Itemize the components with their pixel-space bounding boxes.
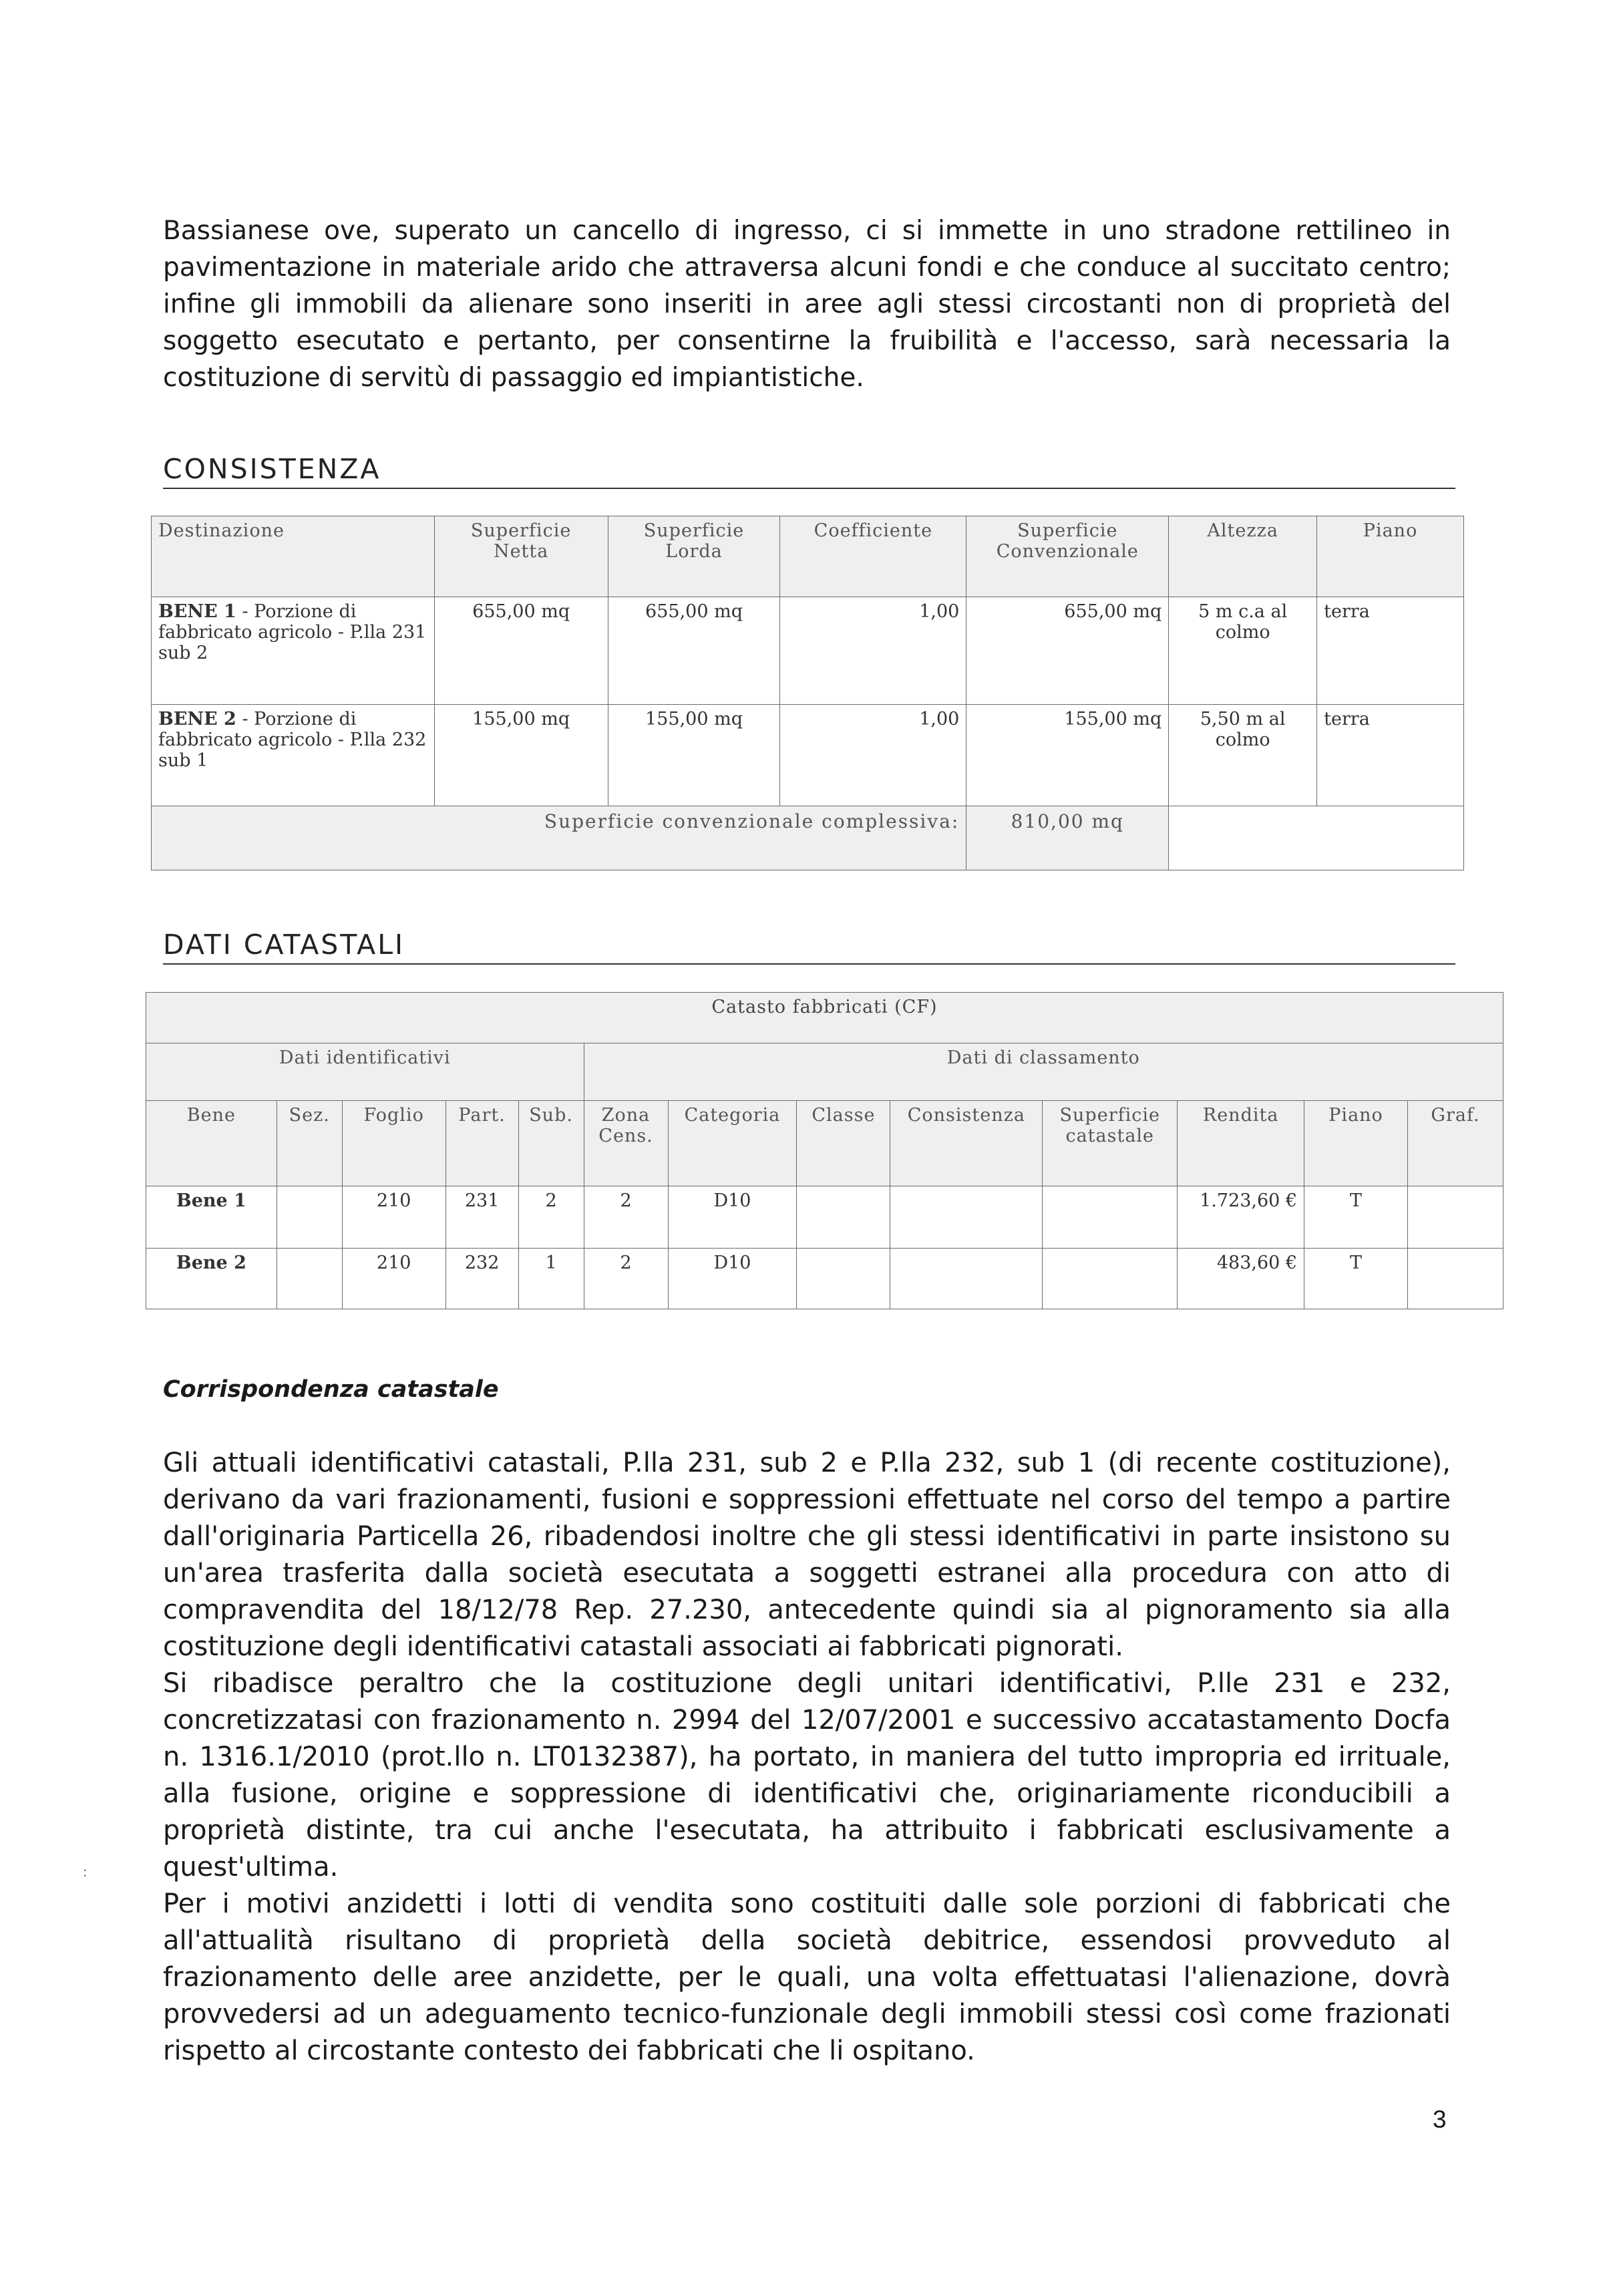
header-categoria: Categoria <box>668 1101 797 1186</box>
total-label: Superficie convenzionale complessiva: <box>152 806 966 870</box>
header-superficie-lorda: Superficie Lorda <box>608 516 780 597</box>
catasto-table-title: Catasto fabbricati (CF) <box>146 993 1503 1043</box>
intro-paragraph: Bassianese ove, superato un cancello di ingresso, ci si immette in uno stradone rettilineo in pavimentazione in materiale arido che attraversa alcuni fondi e che conduce al succitato centro; infine gli immobili da alienare sono inseriti in aree agli stessi circostanti non di proprietà del soggetto esecutato e pertanto, per consentirne la fruibilità e l'accesso, sarà necessaria la costituzione di servitù di passaggio ed impiantistiche. <box>163 216 1451 393</box>
cell-piano: T <box>1304 1186 1408 1249</box>
cell-superficie-convenzionale: 155,00 mq <box>966 705 1169 806</box>
cell-categoria: D10 <box>668 1186 797 1249</box>
cell-superficie-netta: 655,00 mq <box>434 597 608 705</box>
bene-description: - Porzione di fabbricato agricolo - P.lla 231 sub 2 <box>158 601 427 663</box>
cell-piano: terra <box>1317 597 1464 705</box>
header-zona-cens: Zona Cens. <box>584 1101 668 1186</box>
header-part: Part. <box>445 1101 518 1186</box>
total-empty-cell <box>1169 806 1464 870</box>
bene-label: BENE 1 <box>158 601 236 622</box>
page-number: 3 <box>1433 2106 1447 2133</box>
cell-rendita: 483,60 € <box>1178 1249 1304 1309</box>
header-piano: Piano <box>1317 516 1464 597</box>
cell-classe <box>797 1186 890 1249</box>
cell-superficie-netta: 155,00 mq <box>434 705 608 806</box>
catasto-table <box>146 992 1503 1309</box>
group-dati-classamento: Dati di classamento <box>584 1043 1503 1101</box>
catasto-title-row <box>146 993 1503 1043</box>
cell-destinazione <box>152 705 435 806</box>
corrispondenza-body <box>163 1445 1451 2070</box>
cell-altezza: 5 m c.a al colmo <box>1169 597 1317 705</box>
cell-sez <box>277 1249 342 1309</box>
consistenza-row-bene-1 <box>152 597 1464 705</box>
cell-sub: 2 <box>518 1186 584 1249</box>
cell-categoria: D10 <box>668 1249 797 1309</box>
consistenza-row-bene-2 <box>152 705 1464 806</box>
cell-destinazione <box>152 597 435 705</box>
header-altezza: Altezza <box>1169 516 1317 597</box>
header-classe: Classe <box>797 1101 890 1186</box>
cell-consistenza <box>890 1249 1043 1309</box>
cell-coefficiente: 1,00 <box>780 705 966 806</box>
header-sez: Sez. <box>277 1101 342 1186</box>
cell-consistenza <box>890 1186 1043 1249</box>
cell-graf <box>1407 1186 1503 1249</box>
scan-speck: : <box>83 1864 87 1880</box>
consistenza-total-row <box>152 806 1464 870</box>
corrispondenza-title: Corrispondenza catastale <box>163 1376 499 1403</box>
header-foglio: Foglio <box>342 1101 445 1186</box>
header-superficie-catastale: Superficie catastale <box>1043 1101 1178 1186</box>
section-heading-dati-catastali: DATI CATASTALI <box>163 929 1455 965</box>
cell-superficie-convenzionale: 655,00 mq <box>966 597 1169 705</box>
total-value: 810,00 mq <box>966 806 1169 870</box>
catasto-row-bene-2 <box>146 1249 1503 1309</box>
catasto-row-bene-1 <box>146 1186 1503 1249</box>
cell-superficie-catastale <box>1043 1186 1178 1249</box>
consistenza-table <box>151 516 1464 870</box>
cell-bene: Bene 2 <box>146 1249 277 1309</box>
cell-altezza: 5,50 m al colmo <box>1169 705 1317 806</box>
cell-bene: Bene 1 <box>146 1186 277 1249</box>
cell-classe <box>797 1249 890 1309</box>
header-graf: Graf. <box>1407 1101 1503 1186</box>
group-dati-identificativi: Dati identificativi <box>146 1043 584 1101</box>
header-coefficiente: Coefficiente <box>780 516 966 597</box>
section-heading-consistenza: CONSISTENZA <box>163 453 1455 489</box>
cell-part: 232 <box>445 1249 518 1309</box>
cell-zona-cens: 2 <box>584 1186 668 1249</box>
cell-coefficiente: 1,00 <box>780 597 966 705</box>
consistenza-header-row <box>152 516 1464 597</box>
cell-superficie-lorda: 155,00 mq <box>608 705 780 806</box>
header-bene: Bene <box>146 1101 277 1186</box>
cell-superficie-catastale <box>1043 1249 1178 1309</box>
header-consistenza: Consistenza <box>890 1101 1043 1186</box>
cell-piano: T <box>1304 1249 1408 1309</box>
bene-description: - Porzione di fabbricato agricolo - P.lla 232 sub 1 <box>158 709 427 771</box>
cell-rendita: 1.723,60 € <box>1178 1186 1304 1249</box>
bene-label: BENE 2 <box>158 709 236 729</box>
cell-piano: terra <box>1317 705 1464 806</box>
catasto-group-row <box>146 1043 1503 1101</box>
header-superficie-convenzionale: Superficie Convenzionale <box>966 516 1169 597</box>
header-piano: Piano <box>1304 1101 1408 1186</box>
header-destinazione: Destinazione <box>152 516 435 597</box>
cell-sez <box>277 1186 342 1249</box>
catasto-header-row <box>146 1101 1503 1186</box>
header-superficie-netta: Superficie Netta <box>434 516 608 597</box>
cell-graf <box>1407 1249 1503 1309</box>
cell-part: 231 <box>445 1186 518 1249</box>
cell-sub: 1 <box>518 1249 584 1309</box>
cell-foglio: 210 <box>342 1249 445 1309</box>
cell-superficie-lorda: 655,00 mq <box>608 597 780 705</box>
corrispondenza-paragraph-3: Per i motivi anzidetti i lotti di vendita sono costituiti dalle sole porzioni di fabbricati che all'attualità risultano di proprietà della società debitrice, essendosi provveduto al frazionamento delle aree anzidette, per le quali, una volta effettuatasi l'alienazione, dovrà provvedersi ad un adeguamento tecnico-funzionale degli immobili stessi così come frazionati rispetto al circostante contesto dei fabbricati che li ospitano. <box>163 1889 1451 2066</box>
header-rendita: Rendita <box>1178 1101 1304 1186</box>
header-sub: Sub. <box>518 1101 584 1186</box>
cell-foglio: 210 <box>342 1186 445 1249</box>
cell-zona-cens: 2 <box>584 1249 668 1309</box>
corrispondenza-paragraph-1: Gli attuali identificativi catastali, P.lla 231, sub 2 e P.lla 232, sub 1 (di recente costituzione), derivano da vari frazionamenti, fusioni e soppressioni effettuate nel corso del tempo a partire dall'originaria Particella 26, ribadendosi inoltre che gli stessi identificativi in parte insistono su un'area trasferita dalla società esecutata a soggetti estranei alla procedura con atto di compravendita del 18/12/78 Rep. 27.230, antecedente quindi sia al pignoramento sia alla costituzione degli identificativi catastali associati ai fabbricati pignorati. <box>163 1448 1451 1662</box>
corrispondenza-paragraph-2: Si ribadisce peraltro che la costituzione degli unitari identificativi, P.lle 231 e 232, concretizzatasi con frazionamento n. 2994 del 12/07/2001 e successivo accatastamento Docfa n. 1316.1/2010 (prot.llo n. LT0132387), ha portato, in maniera del tutto impropria ed irrituale, alla fusione, origine e soppressione di identificativi che, originariamente riconducibili a proprietà distinte, tra cui anche l'esecutata, ha attribuito i fabbricati esclusivamente a quest'ultima. <box>163 1668 1451 1882</box>
